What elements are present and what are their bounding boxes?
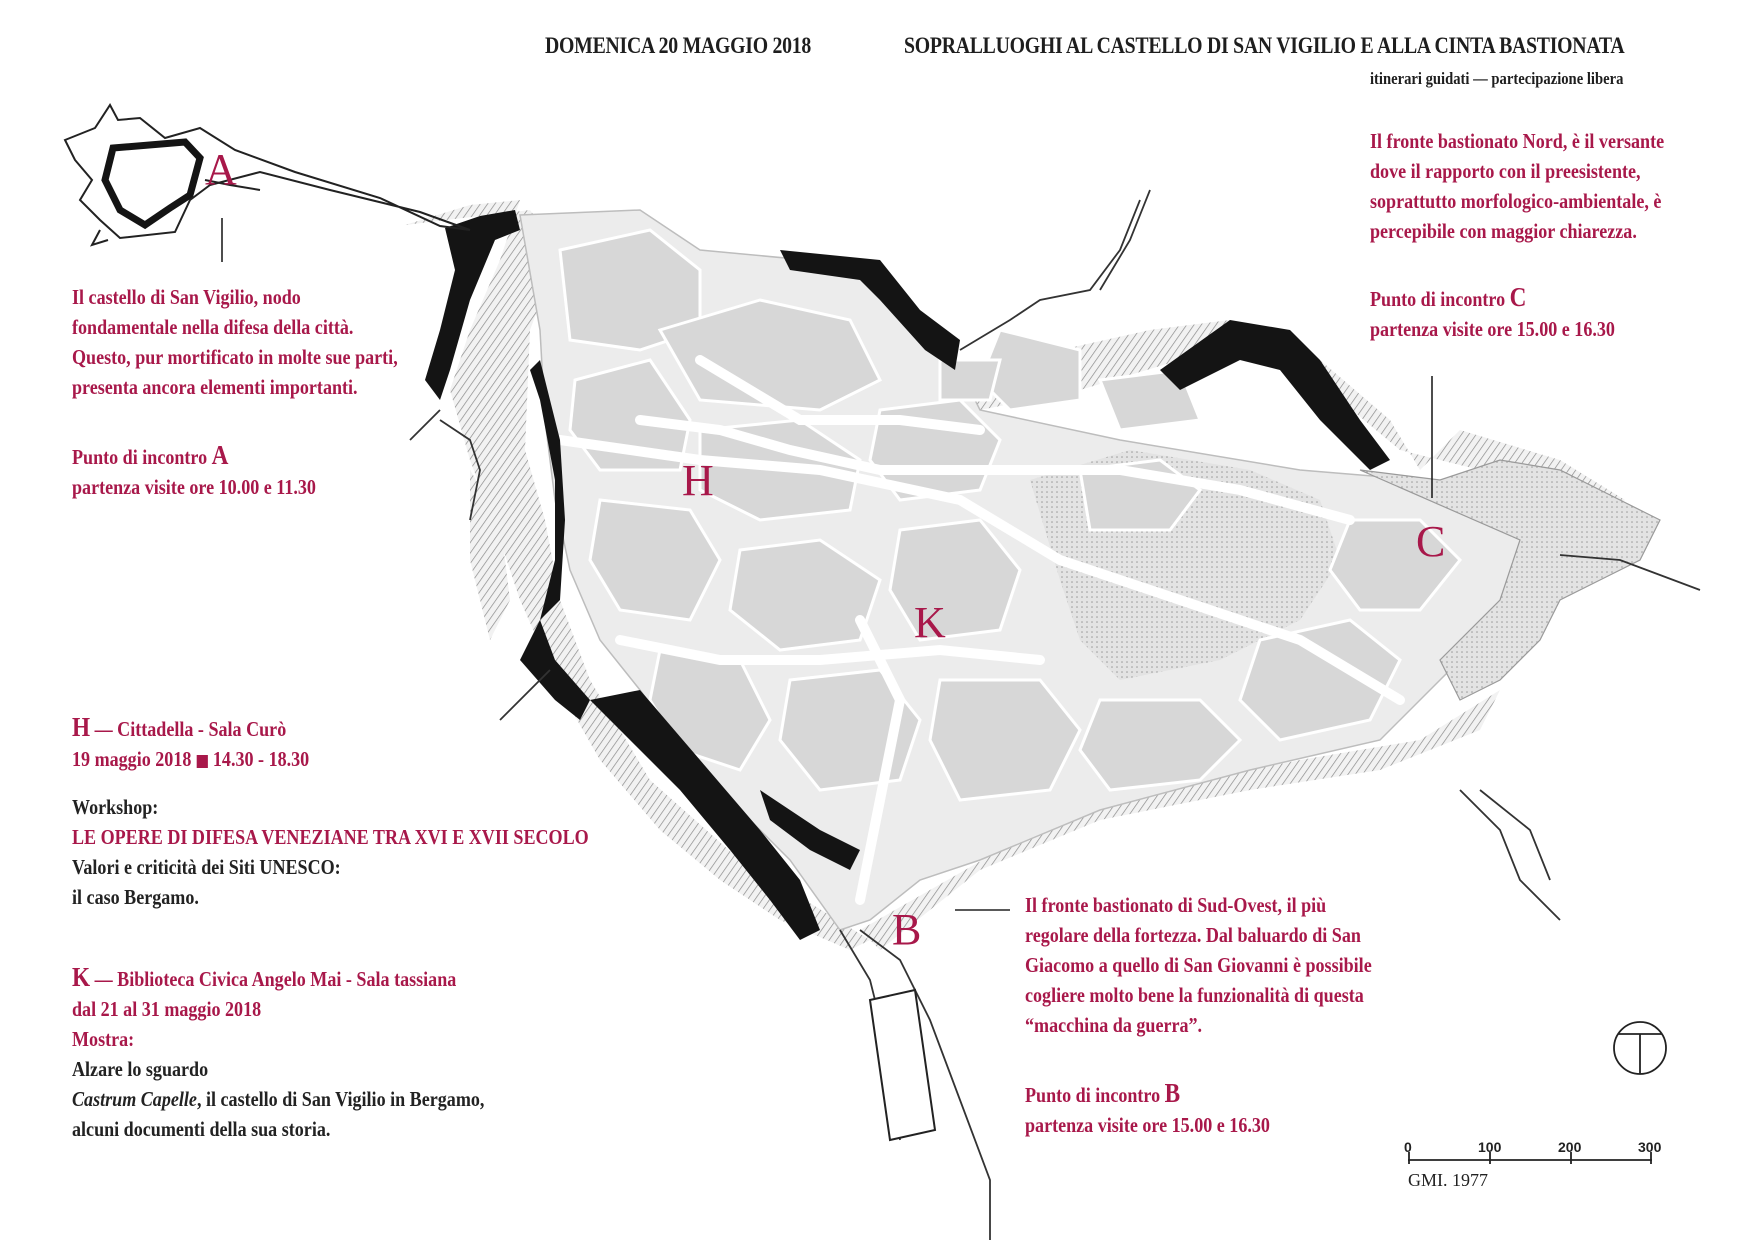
castle-san-vigilio [65,105,470,262]
workshop-place: — Cittadella - Sala Curò [94,717,287,741]
exhibition-subtitle-italic: Castrum Capelle [72,1087,197,1111]
castle-line-2: fondamentale nella difesa della città. [72,315,354,339]
meeting-b-departure: partenza visite ore 15.00 e 16.30 [1025,1113,1270,1137]
map-label-a: A [205,145,237,194]
north-line-1: Il fronte bastionato Nord, è il versante [1370,129,1665,153]
map-label-c: C [1416,517,1446,566]
castle-description [72,282,398,402]
north-line-3: soprattutto morfologico-ambientale, è [1370,189,1662,213]
workshop-label: Workshop: [72,795,159,819]
southwest-line-1: Il fronte bastionato di Sud-Ovest, il più [1025,893,1327,917]
workshop-block [72,712,589,912]
north-front-description [1370,126,1664,246]
meeting-b-letter: B [1164,1078,1181,1108]
exhibition-line-6: alcuni documenti della sua storia. [72,1117,331,1141]
exhibition-subtitle-rest: , il castello di San Vigilio in Bergamo, [196,1087,485,1111]
scale-bar [1408,1152,1652,1164]
north-line-2: dove il rapporto con il preesistente, [1370,159,1641,183]
exhibition-block [72,962,484,1144]
scale-tick-300: 300 [1638,1139,1662,1155]
exhibition-letter: K [72,962,91,992]
workshop-title: LE OPERE DI DIFESA VENEZIANE TRA XVI E XVII SECOLO [72,825,589,849]
castle-line-4: presenta ancora elementi importanti. [72,375,358,399]
meeting-c-letter: C [1509,282,1527,312]
workshop-line-3: Valori e criticità dei Siti UNESCO: [72,855,341,879]
workshop-line-4: il caso Bergamo. [72,885,199,909]
exhibition-label: Mostra: [72,1027,135,1051]
meeting-point-c [1370,282,1615,344]
scale-tick-100: 100 [1478,1139,1502,1155]
southwest-line-2: regolare della fortezza. Dal baluardo di San [1025,923,1361,947]
meeting-a-prefix: Punto di incontro [72,445,208,469]
map-author: GMI. 1977 [1408,1170,1488,1190]
map-label-h: H [682,456,714,505]
scale-tick-200: 200 [1558,1139,1582,1155]
meeting-a-departure: partenza visite ore 10.00 e 11.30 [72,475,316,499]
exhibition-place: — Biblioteca Civica Angelo Mai - Sala tassiana [94,967,457,991]
north-arrow [1614,1022,1666,1074]
event-subtitle: itinerari guidati — partecipazione libera [1370,69,1624,88]
meeting-a-letter: A [211,440,229,470]
southwest-front-description [1025,890,1372,1040]
meeting-point-a [72,440,316,502]
meeting-b-prefix: Punto di incontro [1025,1083,1161,1107]
map-label-b: B [892,905,922,954]
meeting-point-b [1025,1078,1270,1140]
meeting-c-prefix: Punto di incontro [1370,287,1506,311]
castle-line-3: Questo, pur mortificato in molte sue parti, [72,345,398,369]
north-line-4: percepibile con maggior chiarezza. [1370,219,1637,243]
exhibition-title: Alzare lo sguardo [72,1057,209,1081]
southwest-line-4: cogliere molto bene la funzionalità di questa [1025,983,1364,1007]
scale-tick-0: 0 [1404,1139,1412,1155]
exhibition-dates: dal 21 al 31 maggio 2018 [72,997,262,1021]
square-bullet-icon [197,755,208,768]
workshop-letter: H [72,712,91,742]
castle-line-1: Il castello di San Vigilio, nodo [72,285,301,309]
map-label-k: K [914,598,946,647]
meeting-c-departure: partenza visite ore 15.00 e 16.30 [1370,317,1615,341]
workshop-time: 14.30 - 18.30 [212,747,310,771]
event-title: SOPRALLUOGHI AL CASTELLO DI SAN VIGILIO E ALLA CINTA BASTIONATA [904,33,1625,58]
workshop-date: 19 maggio 2018 [72,747,192,771]
southwest-line-3: Giacomo a quello di San Giovanni è possibile [1025,953,1372,977]
southwest-line-5: “macchina da guerra”. [1025,1013,1203,1037]
event-date: DOMENICA 20 MAGGIO 2018 [545,33,812,58]
